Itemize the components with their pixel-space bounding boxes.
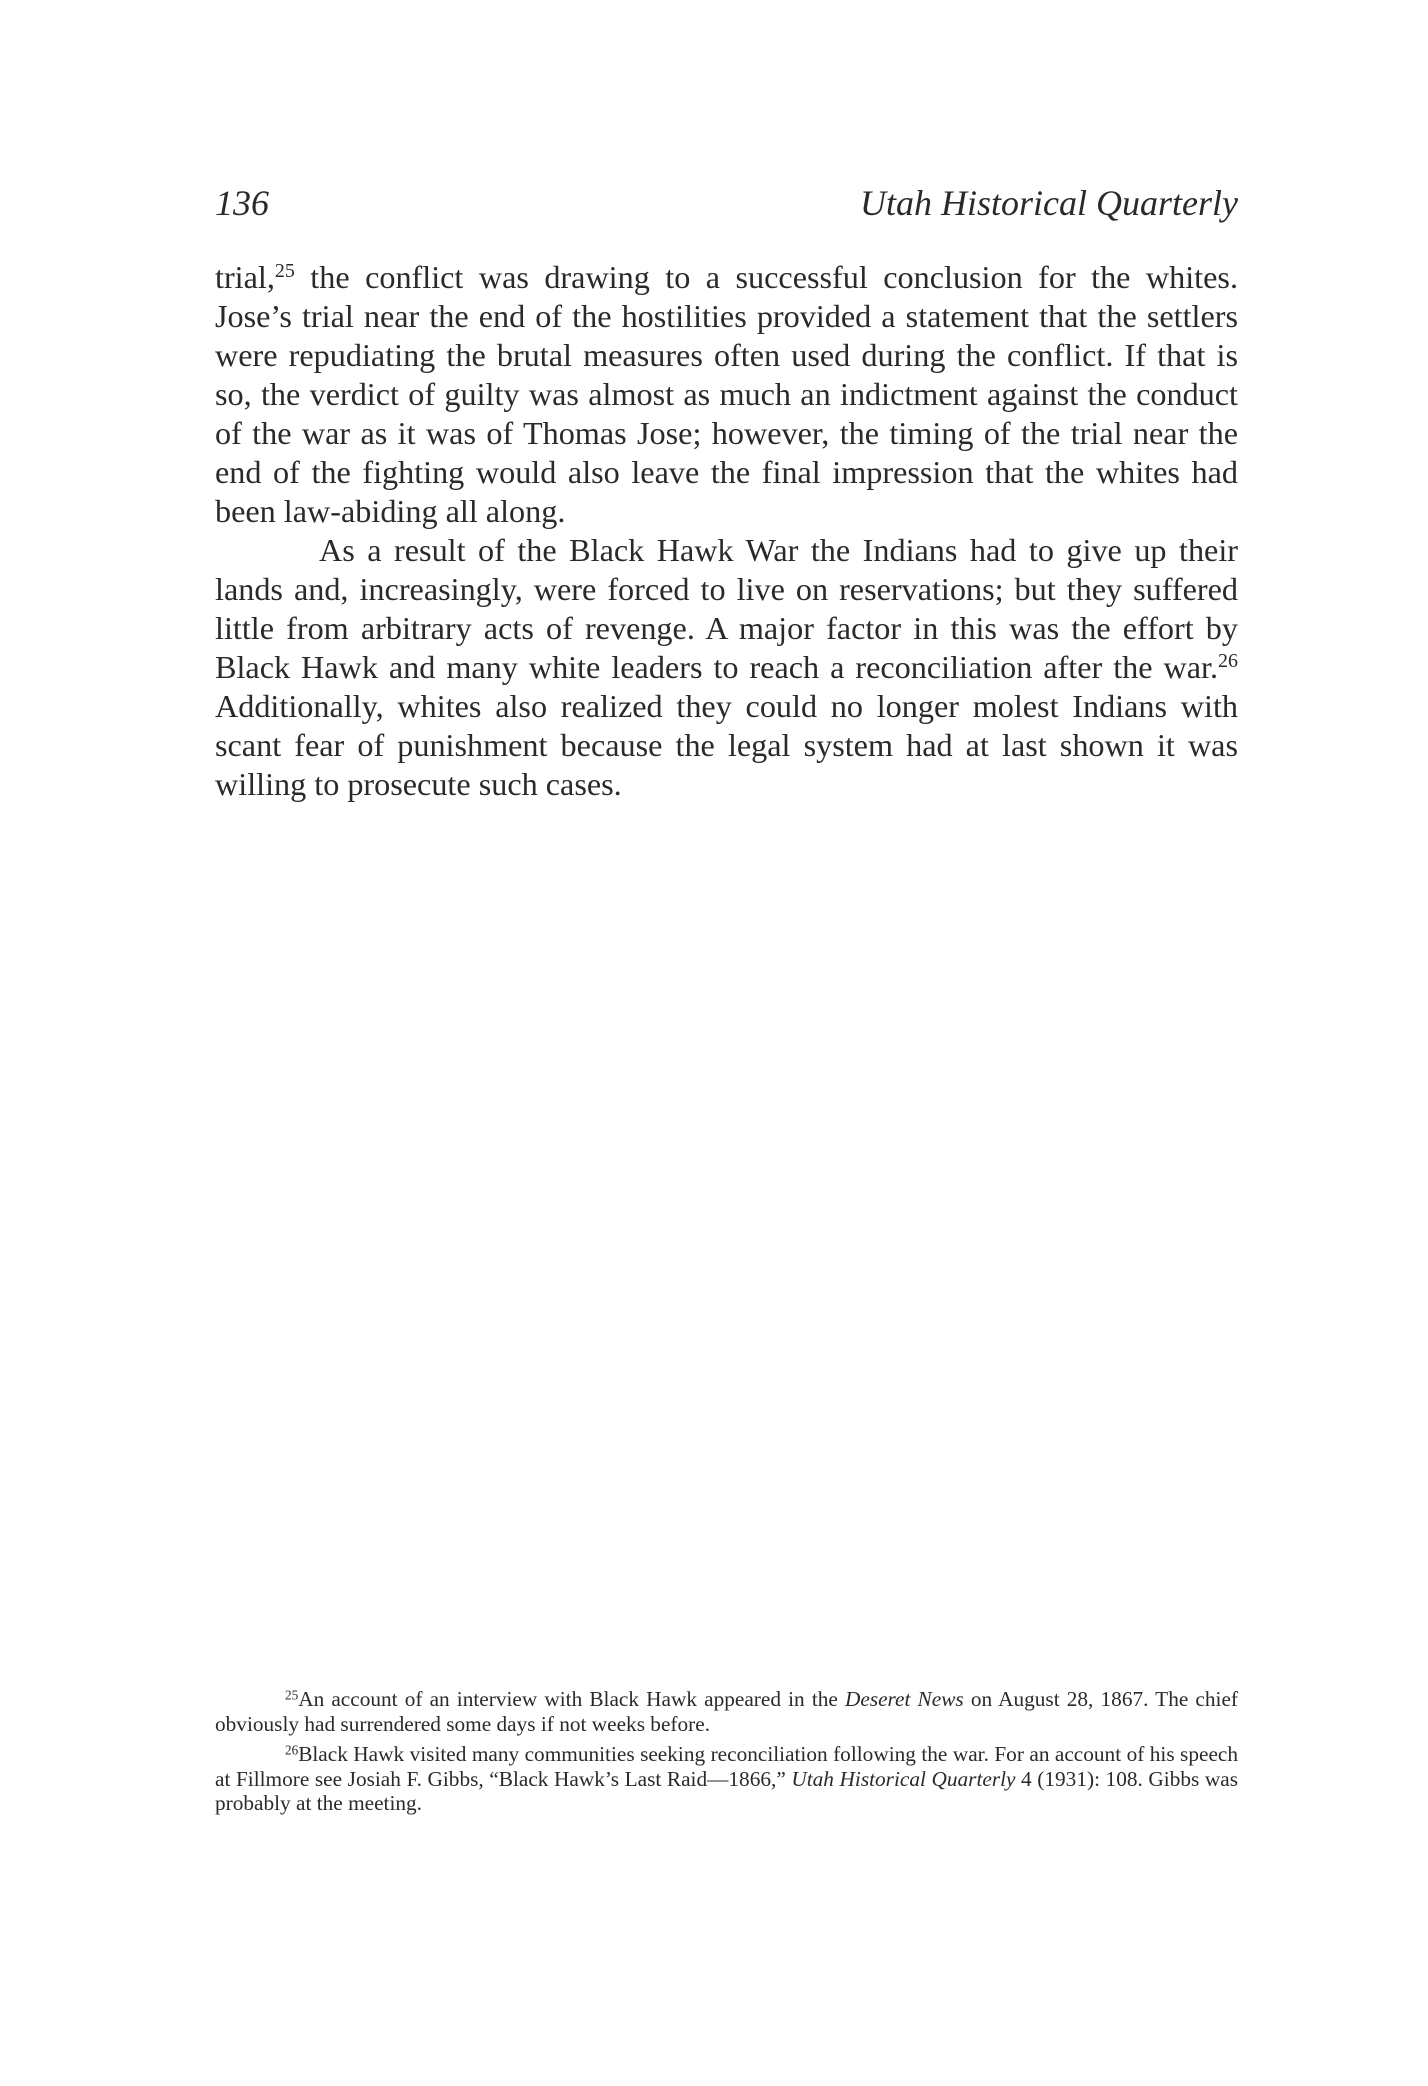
footnote-ref-25: 25 [274, 260, 295, 283]
paragraph-2-start: As a result of the Black Hawk War the Indians had to give up their lands and, increasingly, were forced to live on reservations; but they suffered little from arbitrary acts of revenge. A major factor in this was the effort by Black Hawk and many white leaders to reach a reconciliation after the war. [215, 532, 1238, 685]
journal-title: Utah Historical Quarterly [860, 183, 1238, 223]
footnote-italic: Utah Historical Quarterly [791, 1766, 1016, 1791]
document-page [215, 170, 1238, 1870]
footnote-26 [215, 1742, 1238, 1816]
footnote-ref-26: 26 [1218, 650, 1238, 673]
footnote-italic: Deseret News [844, 1687, 964, 1711]
footnote-text: Black Hawk visited many communities seeking reconciliation following the war. For an account of his speech at Fillmore see Josiah F. Gibbs, “Black Hawk’s Last Raid—1866,” [215, 1742, 1238, 1791]
footnote-text-rest: on August 28, 1867. The chief obviously had surrendered some days if not weeks before. [215, 1687, 1238, 1736]
paragraph-1-start: trial, [215, 259, 275, 295]
paragraph-2-rest: Additionally, whites also realized they could no longer molest Indians with scant fear of punishment because the legal system had at last shown it was willing to prosecute such cases. [215, 688, 1238, 802]
body-text [215, 258, 1238, 804]
running-header [215, 170, 1238, 230]
footnote-text-rest: 4 (1931): 108. Gibbs was probably at the meeting. [215, 1766, 1238, 1815]
footnote-number: 25 [285, 1687, 299, 1703]
footnote-number: 26 [285, 1742, 299, 1758]
page-number: 136 [215, 183, 269, 223]
paragraph-1-rest: the conflict was drawing to a successful conclusion for the whites. Jose’s trial near the end of the hostilities provided a statement that the settlers were repudiating the brutal measures often used during the conflict. If that is so, the verdict of guilty was almost as much an indictment against the conduct of the war as it was of Thomas Jose; however, the timing of the trial near the end of the fighting would also leave the final impression that the whites had been law-abiding all along. [215, 259, 1238, 529]
footnotes [215, 1687, 1238, 1822]
paragraph-1 [215, 258, 1238, 531]
footnote-25 [215, 1687, 1238, 1736]
paragraph-2 [215, 531, 1238, 804]
footnote-text: An account of an interview with Black Hawk appeared in the [298, 1687, 845, 1711]
